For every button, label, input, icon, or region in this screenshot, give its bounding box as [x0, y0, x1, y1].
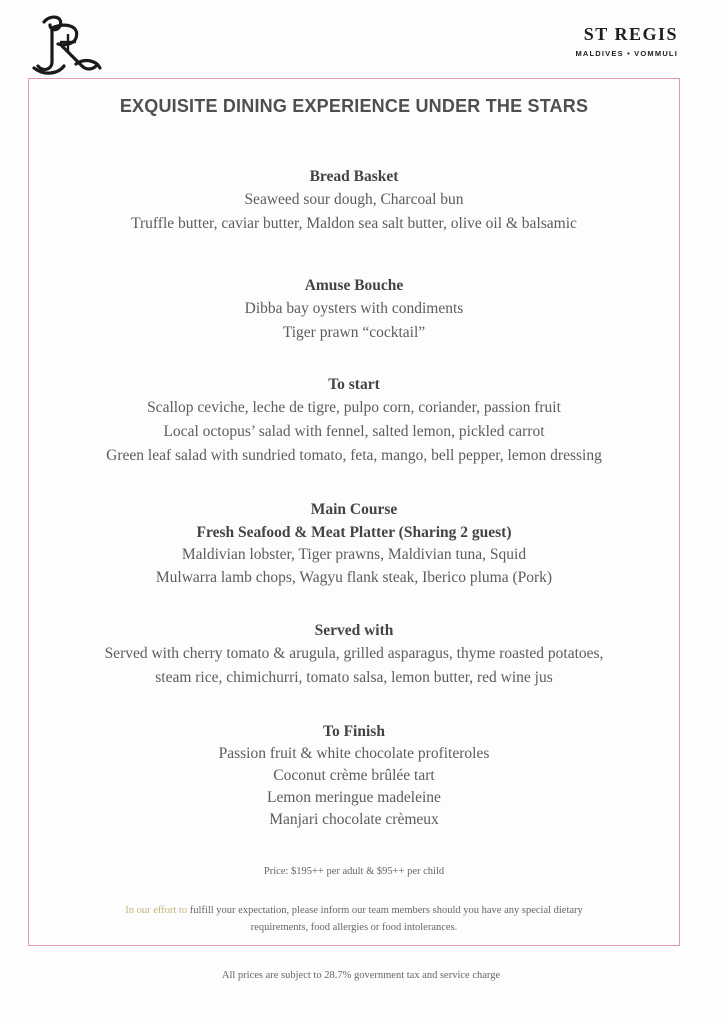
- tax-footer: All prices are subject to 28.7% government tax and service charge: [221, 970, 501, 981]
- menu-item: Seaweed sour dough, Charcoal bun: [244, 191, 464, 208]
- section-main-course: [29, 499, 679, 590]
- menu-item: Truffle butter, caviar butter, Maldon sea salt butter, olive oil & balsamic: [131, 215, 577, 232]
- section-title: Main Course: [310, 501, 398, 518]
- menu-item: Mulwarra lamb chops, Wagyu flank steak, Iberico pluma (Pork): [155, 569, 553, 586]
- section-title: Amuse Bouche: [304, 277, 404, 294]
- dietary-note: [29, 902, 679, 936]
- menu-headline: EXQUISITE DINING EXPERIENCE UNDER THE STARS: [119, 96, 589, 116]
- brand-block: [575, 24, 678, 58]
- menu-item: Maldivian lobster, Tiger prawns, Maldivian tuna, Squid: [181, 546, 527, 563]
- menu-item: Green leaf salad with sundried tomato, feta, mango, bell pepper, lemon dressing: [106, 447, 602, 464]
- section-title: Bread Basket: [309, 168, 399, 185]
- brand-location: MALDIVES • VOMMULI: [575, 49, 678, 58]
- menu-item: steam rice, chimichurri, tomato salsa, lemon butter, red wine jus: [155, 669, 553, 686]
- section-amuse-bouche: [29, 275, 679, 345]
- menu-frame: [28, 78, 680, 946]
- menu-item: Served with cherry tomato & arugula, grilled asparagus, thyme roasted potatoes,: [104, 645, 604, 662]
- menu-item: Tiger prawn “cocktail”: [282, 324, 426, 341]
- price-line: Price: $195++ per adult & $95++ per child: [263, 866, 445, 877]
- menu-item: Passion fruit & white chocolate profiteroles: [218, 745, 490, 762]
- menu-item: Lemon meringue madeleine: [267, 789, 441, 806]
- note-faded-text: In our effort to: [125, 905, 190, 916]
- note-text: fulfill your expectation, please inform our team members should you have any special dietary: [189, 905, 583, 916]
- brand-name: ST REGIS: [583, 24, 678, 44]
- section-served-with: [29, 620, 679, 690]
- menu-item: Manjari chocolate crèmeux: [269, 811, 439, 828]
- section-title: To start: [328, 376, 380, 393]
- section-subtitle: Fresh Seafood & Meat Platter (Sharing 2 guest): [196, 524, 512, 541]
- menu-item: Scallop ceviche, leche de tigre, pulpo corn, coriander, passion fruit: [147, 399, 561, 416]
- section-bread-basket: [29, 166, 679, 236]
- section-title: To Finish: [323, 723, 385, 740]
- section-to-finish: [29, 721, 679, 831]
- section-to-start: [29, 374, 679, 468]
- note-text-line2: requirements, food allergies or food intolerances.: [250, 922, 458, 933]
- menu-item: Local octopus’ salad with fennel, salted lemon, pickled carrot: [163, 423, 545, 440]
- section-title: Served with: [314, 622, 394, 639]
- st-regis-monogram-icon: [30, 12, 106, 78]
- menu-item: Dibba bay oysters with condiments: [244, 300, 464, 317]
- menu-item: Coconut crème brûlée tart: [273, 767, 435, 784]
